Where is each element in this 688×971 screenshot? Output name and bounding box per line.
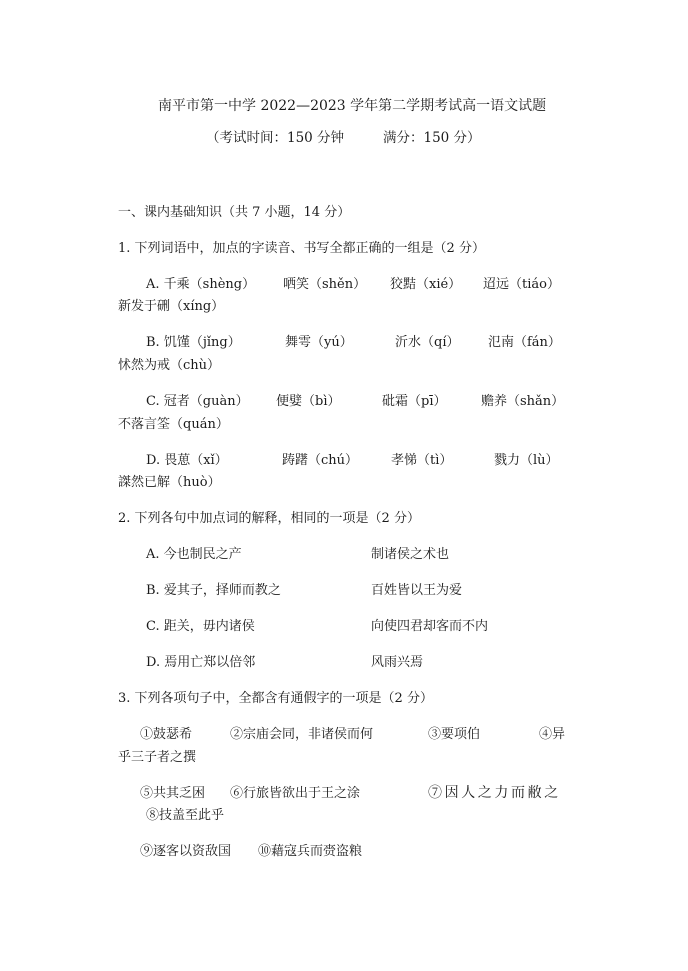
q1-option-b-word-4: 氾南（fán） [488,335,561,350]
q1-option-a-word-1: A. 千乘（shèng） [146,277,256,292]
q1-option-b-word-5: 怵然为戒（chù） [118,358,221,373]
q3-item-5: ⑤共其乏困 [140,786,206,801]
q2-option-a-right: 制诸侯之术也 [371,547,450,562]
q1-option-c-word-5: 不落言筌（quán） [118,417,229,432]
q1-option-c-word-1: C. 冠者（guàn） [146,394,249,409]
q1-option-b-word-2: 舞雩（yú） [285,335,353,350]
q2-option-d-right: 风雨兴焉 [371,655,424,670]
q1-option-b-word-1: B. 饥馑（jǐng） [146,335,241,350]
q1-option-d-word-4: 戮力（lù） [494,453,559,468]
q1-option-d-word-1: D. 畏葸（xǐ） [146,453,228,468]
q1-option-a-word-2: 哂笑（shěn） [283,277,367,292]
q3-item-3: ③要项伯 [428,727,481,742]
q1-option-d-word-2: 踌躇（chú） [282,453,359,468]
q2-option-c-left: C. 距关，毋内诸侯 [146,619,255,634]
question-3-stem: 3. 下列各项句子中，全都含有通假字的一项是（2 分） [118,691,433,706]
q1-option-c-word-4: 赡养（shǎn） [481,394,565,409]
q2-option-a-left: A. 今也制民之产 [146,547,242,562]
q3-item-10: ⑩藉寇兵而赍盗粮 [258,844,363,859]
q1-option-a-word-3: 狡黠（xié） [390,277,462,292]
q3-item-4-end: 乎三子者之撰 [118,750,197,765]
q3-item-9: ⑨逐客以资敌国 [140,844,232,859]
q1-option-c-word-3: 砒霜（pī） [382,394,447,409]
q2-option-d-left: D. 焉用亡郑以倍邻 [146,655,256,670]
q1-option-b-word-3: 沂水（qí） [395,335,460,350]
q1-option-d-word-3: 孝悌（tì） [391,453,453,468]
full-score: 满分：150 分） [383,130,481,146]
q2-option-c-right: 向使四君却客而不内 [371,619,489,634]
section-heading: 一、课内基础知识（共 7 小题，14 分） [118,205,351,220]
exam-time: （考试时间：150 分钟 [206,130,345,146]
q3-item-2: ②宗庙会同，非诸侯而何 [230,727,374,742]
q1-option-d-word-5: 謋然已解（huò） [118,475,221,490]
exam-title: 南平市第一中学 2022—2023 学年第二学期考试高一语文试题 [158,98,547,114]
q1-option-c-word-2: 便嬖（bì） [276,394,341,409]
q2-option-b-left: B. 爱其子，择师而教之 [146,583,281,598]
q3-item-6: ⑥行旅皆欲出于王之涂 [230,786,361,801]
q2-option-b-right: 百姓皆以王为爱 [371,583,463,598]
q3-item-7: ⑦因人之力而敝之 [428,785,561,801]
q3-item-8: ⑧技盖至此乎 [146,808,225,823]
q1-option-a-word-5: 新发于硎（xíng） [118,299,225,314]
q1-option-a-word-4: 迢远（tiáo） [483,277,560,292]
q3-item-4-start: ④异 [539,727,566,742]
question-2-stem: 2. 下列各句中加点词的解释，相同的一项是（2 分） [118,511,420,526]
question-1-stem: 1. 下列词语中，加点的字读音、书写全都正确的一组是（2 分） [118,241,485,256]
q3-item-1: ①鼓瑟希 [140,727,193,742]
